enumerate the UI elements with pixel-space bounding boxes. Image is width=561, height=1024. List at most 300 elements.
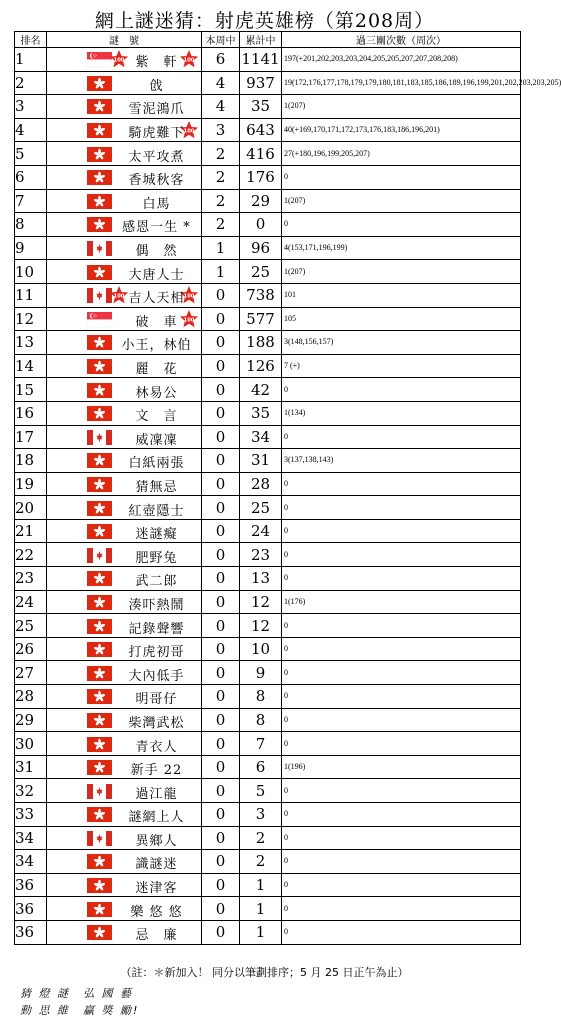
footnote: （註：＊新加入！ 同分以筆劃排序；5 月 25 日正午為止）: [120, 966, 409, 979]
player-name: 猜無忌: [135, 479, 178, 495]
total-count-cell: 643: [240, 118, 282, 142]
table-row: [15, 236, 521, 260]
hong-kong-flag-icon: [87, 595, 112, 610]
total-count-cell: 738: [240, 283, 282, 307]
hong-kong-flag-icon: [87, 807, 112, 822]
rank-cell: 9: [15, 236, 47, 260]
canada-flag-icon: [87, 548, 112, 563]
table-row: [15, 543, 521, 567]
table-row: [15, 661, 521, 685]
player-name: 記錄聲響: [128, 621, 185, 637]
week-count-cell: 4: [202, 71, 240, 95]
canada-flag-icon: [87, 241, 112, 256]
name-cell: [47, 71, 202, 95]
week-count-cell: 0: [202, 543, 240, 567]
week-count-cell: 0: [202, 614, 240, 638]
week-count-cell: 0: [202, 779, 240, 803]
history-cell: 0: [282, 213, 521, 237]
player-name: 雪泥鴻爪: [128, 102, 185, 118]
hong-kong-flag-icon: [87, 666, 112, 681]
rank-cell: 17: [15, 425, 47, 449]
week-count-cell: 0: [202, 897, 240, 921]
table-row: [15, 425, 521, 449]
rank-cell: 6: [15, 165, 47, 189]
history-cell: 0: [282, 543, 521, 567]
player-name: 戗: [149, 78, 164, 94]
rank-cell: 36: [15, 920, 47, 944]
total-count-cell: 937: [240, 71, 282, 95]
player-name: 湊吓熱鬧: [128, 597, 185, 613]
total-count-cell: 2: [240, 850, 282, 874]
page-title: 網上謎迷猜：射虎英雄榜（第208周）: [94, 10, 435, 32]
rank-cell: 31: [15, 755, 47, 779]
history-cell: 1(207): [282, 189, 521, 213]
hong-kong-flag-icon: [87, 453, 112, 468]
hong-kong-flag-icon: [87, 878, 112, 893]
player-name: 柴灣武松: [128, 715, 185, 731]
player-name: 紫 軒: [135, 55, 178, 71]
week-count-cell: 0: [202, 637, 240, 661]
history-cell: 0: [282, 425, 521, 449]
hong-kong-flag-icon: [87, 359, 112, 374]
history-cell: 3(148,156,157): [282, 331, 521, 355]
total-count-cell: 12: [240, 590, 282, 614]
player-name: 小王，林伯: [121, 338, 192, 354]
table-row: [15, 260, 521, 284]
name-cell: [47, 236, 202, 260]
hong-kong-flag-icon: [87, 383, 112, 398]
total-count-cell: 5: [240, 779, 282, 803]
history-cell: 0: [282, 897, 521, 921]
rank-cell: 36: [15, 897, 47, 921]
player-name: 感恩一生 *: [122, 220, 191, 236]
week-count-cell: 0: [202, 803, 240, 827]
week-count-cell: 0: [202, 472, 240, 496]
total-count-cell: 7: [240, 732, 282, 756]
player-name: 異鄉人: [135, 833, 178, 849]
table-row: [15, 637, 521, 661]
hong-kong-flag-icon: [87, 335, 112, 350]
player-name: 太平攻煮: [128, 149, 185, 165]
table-row: [15, 567, 521, 591]
rank-cell: 34: [15, 850, 47, 874]
name-cell: [47, 661, 202, 685]
slogan-line-2: 動 思 維 贏 獎 勵!: [20, 1004, 140, 1017]
player-name: 騎虎難下: [128, 126, 185, 142]
player-name: 肥野兔: [135, 550, 178, 566]
rank-cell: 8: [15, 213, 47, 237]
total-count-cell: 12: [240, 614, 282, 638]
player-name: 大內低手: [128, 668, 185, 684]
total-count-cell: 28: [240, 472, 282, 496]
rank-cell: 26: [15, 637, 47, 661]
week-count-cell: 0: [202, 661, 240, 685]
name-cell: [47, 118, 202, 142]
player-name: 文 言: [135, 409, 178, 425]
week-count-cell: 0: [202, 873, 240, 897]
hong-kong-flag-icon: [87, 147, 112, 162]
table-row: [15, 779, 521, 803]
rank-cell: 5: [15, 142, 47, 166]
history-cell: 1(134): [282, 401, 521, 425]
hong-kong-flag-icon: [87, 642, 112, 657]
table-row: [15, 283, 521, 307]
rank-cell: 29: [15, 708, 47, 732]
total-count-cell: 577: [240, 307, 282, 331]
name-cell: [47, 779, 202, 803]
rank-cell: 34: [15, 826, 47, 850]
history-cell: 0: [282, 732, 521, 756]
name-cell: [47, 614, 202, 638]
week-count-cell: 0: [202, 732, 240, 756]
table-row: [15, 118, 521, 142]
history-cell: 3(137,138,143): [282, 449, 521, 473]
week-count-cell: 0: [202, 685, 240, 709]
total-count-cell: 34: [240, 425, 282, 449]
badge-text: 100: [183, 293, 195, 300]
ranking-table: [14, 31, 561, 945]
rank-cell: 19: [15, 472, 47, 496]
table-row: [15, 732, 521, 756]
total-count-cell: 1: [240, 897, 282, 921]
hong-kong-flag-icon: [87, 406, 112, 421]
week-count-cell: 0: [202, 850, 240, 874]
name-cell: [47, 307, 202, 331]
name-cell: [47, 803, 202, 827]
total-count-cell: 176: [240, 165, 282, 189]
player-name: 明哥仔: [135, 692, 178, 708]
table-row: [15, 803, 521, 827]
rank-cell: 1: [15, 48, 47, 72]
hong-kong-flag-icon: [87, 76, 112, 91]
name-cell: [47, 142, 202, 166]
hong-kong-flag-icon: [87, 689, 112, 704]
hong-kong-flag-icon: [87, 265, 112, 280]
table-row: [15, 95, 521, 119]
total-count-cell: 416: [240, 142, 282, 166]
player-name: 打虎初哥: [128, 645, 185, 661]
week-count-cell: 0: [202, 590, 240, 614]
table-row: [15, 755, 521, 779]
total-count-cell: 6: [240, 755, 282, 779]
history-cell: 0: [282, 920, 521, 944]
rank-cell: 13: [15, 331, 47, 355]
name-cell: [47, 519, 202, 543]
name-cell: [47, 165, 202, 189]
history-cell: 0: [282, 165, 521, 189]
week-count-cell: 6: [202, 48, 240, 72]
week-count-cell: 2: [202, 142, 240, 166]
header-name: 謎 號: [47, 32, 202, 48]
hong-kong-flag-icon: [87, 123, 112, 138]
table-row: [15, 519, 521, 543]
player-name: 過江龍: [135, 786, 178, 802]
table-row: [15, 189, 521, 213]
table-row: [15, 213, 521, 237]
total-count-cell: 25: [240, 496, 282, 520]
rank-cell: 10: [15, 260, 47, 284]
rank-cell: 7: [15, 189, 47, 213]
week-count-cell: 1: [202, 236, 240, 260]
table-row: [15, 331, 521, 355]
player-name: 白馬: [142, 196, 171, 212]
name-cell: [47, 496, 202, 520]
table-row: [15, 142, 521, 166]
rank-cell: 4: [15, 118, 47, 142]
hong-kong-flag-icon: [87, 477, 112, 492]
name-cell: [47, 354, 202, 378]
total-count-cell: 9: [240, 661, 282, 685]
week-count-cell: 0: [202, 331, 240, 355]
player-name: 識謎迷: [135, 857, 178, 873]
week-count-cell: 2: [202, 189, 240, 213]
week-count-cell: 0: [202, 354, 240, 378]
name-cell: [47, 449, 202, 473]
history-cell: 105: [282, 307, 521, 331]
total-count-cell: 96: [240, 236, 282, 260]
name-cell: [47, 48, 202, 72]
rank-cell: 2: [15, 71, 47, 95]
rank-cell: 11: [15, 283, 47, 307]
history-cell: 0: [282, 378, 521, 402]
player-name: 迷謎癡: [135, 527, 178, 543]
total-count-cell: 35: [240, 401, 282, 425]
total-count-cell: 25: [240, 260, 282, 284]
singapore-flag-icon: [87, 312, 112, 327]
name-cell: [47, 637, 202, 661]
hong-kong-flag-icon: [87, 501, 112, 516]
player-name: 迷津客: [135, 881, 178, 897]
rank-cell: 22: [15, 543, 47, 567]
week-count-cell: 1: [202, 260, 240, 284]
name-cell: [47, 283, 202, 307]
history-cell: 0: [282, 685, 521, 709]
hong-kong-flag-icon: [87, 571, 112, 586]
table-row: [15, 496, 521, 520]
rank-cell: 27: [15, 661, 47, 685]
week-count-cell: 3: [202, 118, 240, 142]
name-cell: [47, 732, 202, 756]
total-count-cell: 31: [240, 449, 282, 473]
player-name: 香城秋客: [128, 173, 185, 189]
rank-cell: 36: [15, 873, 47, 897]
player-name: 林易公: [135, 385, 178, 401]
name-cell: [47, 472, 202, 496]
hong-kong-flag-icon: [87, 99, 112, 114]
rank-cell: 14: [15, 354, 47, 378]
week-count-cell: 0: [202, 755, 240, 779]
name-cell: [47, 850, 202, 874]
name-cell: [47, 708, 202, 732]
week-count-cell: 0: [202, 920, 240, 944]
table-row: [15, 897, 521, 921]
week-count-cell: 0: [202, 708, 240, 732]
player-name: 青衣人: [135, 739, 178, 755]
total-count-cell: 1: [240, 920, 282, 944]
hong-kong-flag-icon: [87, 170, 112, 185]
history-cell: 40(+169,170,171,172,173,176,183,186,196,201): [282, 118, 521, 142]
hong-kong-flag-icon: [87, 760, 112, 775]
header-week: 本周中: [202, 32, 240, 48]
table-row: [15, 472, 521, 496]
week-count-cell: 0: [202, 425, 240, 449]
table-row: [15, 165, 521, 189]
rank-cell: 24: [15, 590, 47, 614]
player-name: 破 車: [135, 314, 178, 330]
player-name: 新手 22: [130, 763, 183, 779]
name-cell: [47, 590, 202, 614]
name-cell: [47, 213, 202, 237]
name-cell: [47, 260, 202, 284]
badge-text: 100: [113, 293, 125, 300]
total-count-cell: 8: [240, 708, 282, 732]
history-cell: 4(153,171,196,199): [282, 236, 521, 260]
week-count-cell: 0: [202, 496, 240, 520]
name-cell: [47, 95, 202, 119]
total-count-cell: 23: [240, 543, 282, 567]
player-name: 麗 花: [135, 362, 178, 378]
history-cell: 0: [282, 873, 521, 897]
name-cell: [47, 685, 202, 709]
name-cell: [47, 543, 202, 567]
total-count-cell: 13: [240, 567, 282, 591]
history-cell: 0: [282, 850, 521, 874]
name-cell: [47, 425, 202, 449]
rank-cell: 3: [15, 95, 47, 119]
name-cell: [47, 920, 202, 944]
hong-kong-flag-icon: [87, 902, 112, 917]
badge-text: 100: [183, 57, 195, 64]
hong-kong-flag-icon: [87, 854, 112, 869]
rank-cell: 28: [15, 685, 47, 709]
table-row: [15, 307, 521, 331]
total-count-cell: 126: [240, 354, 282, 378]
week-count-cell: 0: [202, 449, 240, 473]
history-cell: 0: [282, 496, 521, 520]
canada-flag-icon: [87, 831, 112, 846]
history-cell: 1(176): [282, 590, 521, 614]
player-name: 吉人天相: [128, 291, 185, 307]
table-row: [15, 708, 521, 732]
table-row: [15, 48, 521, 72]
table-row: [15, 920, 521, 944]
player-name: 武二郎: [135, 574, 178, 590]
table-row: [15, 71, 521, 95]
header-history: 過三關次數（周次）: [282, 32, 521, 48]
name-cell: [47, 826, 202, 850]
table-row: [15, 826, 521, 850]
history-cell: 197(+201,202,203,203,204,205,205,207,207,208,208): [282, 48, 521, 72]
total-count-cell: 3: [240, 803, 282, 827]
week-count-cell: 2: [202, 165, 240, 189]
total-count-cell: 0: [240, 213, 282, 237]
total-count-cell: 10: [240, 637, 282, 661]
history-cell: 0: [282, 472, 521, 496]
player-name: 威凜凜: [135, 432, 178, 448]
rank-cell: 20: [15, 496, 47, 520]
player-name: 偶 然: [135, 244, 178, 260]
player-name: 白紙兩張: [128, 456, 185, 472]
hong-kong-flag-icon: [87, 713, 112, 728]
history-cell: 0: [282, 779, 521, 803]
name-cell: [47, 378, 202, 402]
total-count-cell: 29: [240, 189, 282, 213]
history-cell: 1(207): [282, 260, 521, 284]
rank-cell: 33: [15, 803, 47, 827]
name-cell: [47, 567, 202, 591]
hong-kong-flag-icon: [87, 194, 112, 209]
table-row: [15, 378, 521, 402]
total-count-cell: 35: [240, 95, 282, 119]
total-count-cell: 2: [240, 826, 282, 850]
name-cell: [47, 873, 202, 897]
week-count-cell: 0: [202, 307, 240, 331]
header-row: [15, 32, 521, 48]
player-name: 大唐人士: [128, 267, 185, 283]
name-cell: [47, 189, 202, 213]
week-count-cell: 0: [202, 826, 240, 850]
week-count-cell: 0: [202, 401, 240, 425]
history-cell: 7 (+): [282, 354, 521, 378]
hong-kong-flag-icon: [87, 217, 112, 232]
rank-cell: 23: [15, 567, 47, 591]
hong-kong-flag-icon: [87, 619, 112, 634]
rank-cell: 21: [15, 519, 47, 543]
history-cell: 1(196): [282, 755, 521, 779]
canada-flag-icon: [87, 430, 112, 445]
name-cell: [47, 401, 202, 425]
player-name: 忌 廉: [135, 928, 178, 944]
rank-cell: 18: [15, 449, 47, 473]
table-row: [15, 850, 521, 874]
total-count-cell: 42: [240, 378, 282, 402]
badge-text: 100: [183, 128, 195, 135]
history-cell: 101: [282, 283, 521, 307]
name-cell: [47, 331, 202, 355]
player-name: 謎網上人: [128, 810, 185, 826]
week-count-cell: 0: [202, 567, 240, 591]
canada-flag-icon: [87, 784, 112, 799]
history-cell: 0: [282, 826, 521, 850]
name-cell: [47, 755, 202, 779]
hong-kong-flag-icon: [87, 925, 112, 940]
history-cell: 0: [282, 803, 521, 827]
badge-text: 100: [183, 317, 195, 324]
rank-cell: 30: [15, 732, 47, 756]
history-cell: 0: [282, 519, 521, 543]
total-count-cell: 24: [240, 519, 282, 543]
name-cell: [47, 897, 202, 921]
history-cell: 1(207): [282, 95, 521, 119]
table-row: [15, 873, 521, 897]
player-name: 樂 悠 悠: [130, 904, 183, 920]
player-name: 紅壺隱士: [128, 503, 185, 519]
total-count-cell: 8: [240, 685, 282, 709]
history-cell: 19(172,176,177,178,179,179,180,181,183,185,186,189,196,199,201,202,203,203,205): [282, 71, 521, 95]
table-row: [15, 590, 521, 614]
total-count-cell: 1141: [240, 48, 282, 72]
hong-kong-flag-icon: [87, 524, 112, 539]
slogan-line-1: 猜 燈 謎 弘 國 藝: [20, 987, 133, 1000]
history-cell: 27(+180,196,199,205,207): [282, 142, 521, 166]
table-row: [15, 354, 521, 378]
table-row: [15, 685, 521, 709]
total-count-cell: 1: [240, 873, 282, 897]
rank-cell: 16: [15, 401, 47, 425]
history-cell: 0: [282, 637, 521, 661]
history-cell: 0: [282, 567, 521, 591]
header-rank: 排名: [15, 32, 47, 48]
